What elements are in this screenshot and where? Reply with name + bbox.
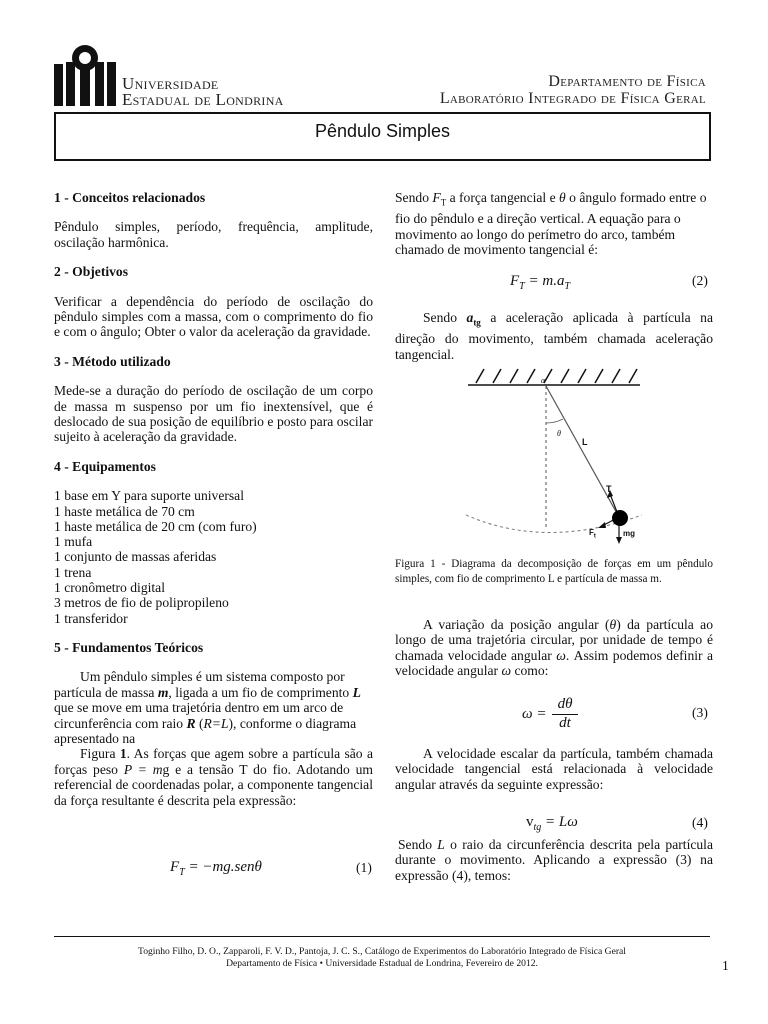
equation-2-number: (2) <box>692 273 708 288</box>
list-item: 1 mufa <box>54 534 93 550</box>
list-item: 3 metros de fio de polipropileno <box>54 595 229 611</box>
title-box <box>54 112 711 161</box>
equation-4: $v_{tg} = L\omega$ <box>526 814 578 834</box>
equipment-list <box>54 488 373 626</box>
figure-label-alpha: α <box>541 376 546 385</box>
theory-paragraph-1: Um pêndulo simples é um sistema composto por partícula de massa m, ligada a um fio de comprimento L que se move em uma trajetória dentro em um arco de circunferência com raio R (R=L), conforme o diagrama apresentado na <box>54 669 361 746</box>
list-item: 1 haste metálica de 20 cm (com furo) <box>54 518 257 534</box>
page-number: 1 <box>722 958 729 973</box>
department-name: Departamento de Física <box>548 73 706 90</box>
right-column-top <box>395 190 713 257</box>
university-logo <box>54 44 116 106</box>
list-item: 1 conjunto de massas aferidas <box>54 549 217 565</box>
list-item: 1 transferidor <box>54 610 128 626</box>
right-paragraph-5: Sendo L o raio da circunferência descrita pela partícula durante o movimento. Aplicando a expressão (3) na expressão (4), temos: <box>395 837 713 883</box>
right-paragraph-1: Sendo $F_T$ a força tangencial e θ o ângulo formado entre o fio do pêndulo e a direção vertical. A equação para o movimento ao longo do perímetro do arco, também chamado de movimento tangencial é: <box>395 190 707 257</box>
figure-label-theta: θ <box>557 429 561 438</box>
lab-name: Laboratório Integrado de Física Geral <box>439 90 706 107</box>
university-name-line1: Universidade <box>122 74 219 93</box>
list-item: 1 trena <box>54 564 92 580</box>
equation-4-number: (4) <box>692 815 708 830</box>
figure-caption: Figura 1 - Diagrama da decomposição de forças em um pêndulo simples, com fio de comprimento L e partícula de massa m. <box>395 558 713 585</box>
list-item: 1 cronômetro digital <box>54 580 165 596</box>
theory-paragraph-2: Figura 1. As forças que agem sobre a partícula são a forças peso P = mg e a tensão T do fio. Adotando um referencial de coordenadas polar, a componente tangencial da força resultante é descrita pela expressão: <box>54 746 373 808</box>
university-name-line2: Estadual de Londrina <box>122 90 284 109</box>
equation-1: $F_T = -mg.sen\theta$ <box>170 859 262 879</box>
page-title: Pêndulo Simples <box>314 121 451 141</box>
section-1-text: Pêndulo simples, período, frequência, amplitude, oscilação harmônica. <box>54 219 373 250</box>
equation-2: $F_T = m.a_T$ <box>510 273 571 293</box>
footer-divider <box>54 936 710 937</box>
left-column <box>54 190 373 808</box>
right-paragraph-2: Sendo $a_{tg}$ a aceleração aplicada à partícula na direção do movimento, também chamada aceleração tangencial. <box>395 310 713 362</box>
section-3-heading: 3 - Método utilizado <box>54 353 171 369</box>
pendulum-figure <box>466 365 642 545</box>
figure-label-T: T <box>606 484 612 494</box>
section-3-text: Mede-se a duração do período de oscilação de um corpo de massa m suspenso por um fio inextensível, que é deslocado de sua posição de equilíbrio e posto para oscilar sujeito à aceleração da gravidade. <box>54 383 373 445</box>
list-item: 1 haste metálica de 70 cm <box>54 503 195 519</box>
section-4-heading: 4 - Equipamentos <box>54 458 156 474</box>
figure-label-Ft: $F_t$ <box>589 528 596 540</box>
equation-3-number: (3) <box>692 705 708 720</box>
section-2-heading: 2 - Objetivos <box>54 264 129 280</box>
figure-label-mg: mg <box>623 529 635 538</box>
list-item: 1 base em Y para suporte universal <box>54 488 244 504</box>
section-5-heading: 5 - Fundamentos Teóricos <box>54 639 204 655</box>
right-paragraph-3: A variação da posição angular (θ) da partícula ao longo de uma trajetória circular, por unidade de tempo é chamada velocidade angular ω. Assim podemos definir a velocidade angular ω como: <box>395 617 714 679</box>
section-2-text: Verificar a dependência do período de oscilação do pêndulo simples com a massa, com o comprimento do fio e com o ângulo; Obter o valor da aceleração da gravidade. <box>54 293 373 340</box>
figure-label-L: L <box>582 437 588 447</box>
right-paragraph-4: A velocidade escalar da partícula, também chamada velocidade tangencial está relacionada à velocidade angular através da seguinte expressão: <box>395 746 713 792</box>
footer-department: Departamento de Física • Universidade Estadual de Londrina, Fevereiro de 2012. <box>226 958 538 969</box>
equation-1-number: (1) <box>356 860 372 875</box>
footer-citation: Toginho Filho, D. O., Zapparoli, F. V. D., Pantoja, J. C. S., Catálogo de Experimentos do Laboratório Integrado de Física Geral <box>138 946 626 957</box>
section-1-heading: 1 - Conceitos relacionados <box>54 190 206 205</box>
